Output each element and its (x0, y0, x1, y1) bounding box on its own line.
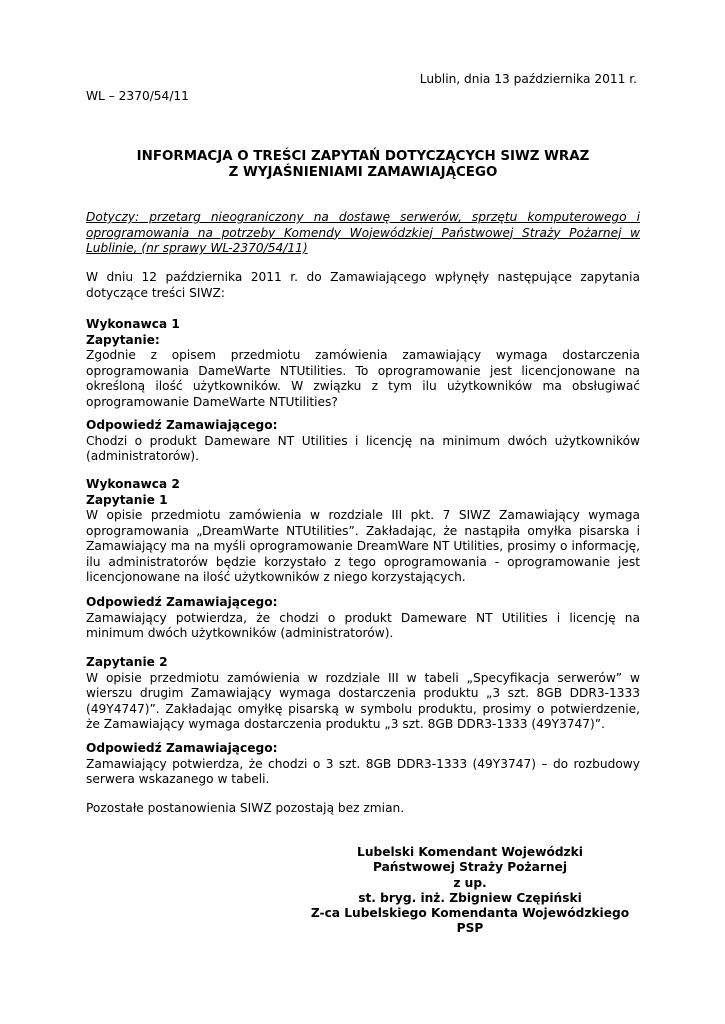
contractor-1-answer-label: Odpowiedź Zamawiającego: (86, 418, 278, 432)
signature-line-1: Lubelski Komendant Wojewódzki (357, 845, 583, 859)
contractor-2-heading: Wykonawca 2 (86, 477, 180, 491)
signature-line-2: Państwowej Straży Pożarnej (372, 860, 568, 875)
contractor-1-answer-section (86, 418, 640, 465)
contractor-1-question-label: Zapytanie: (86, 332, 160, 347)
contractor-1-answer: Chodzi o produkt Dameware NT Utilities i licencję na minimum dwóch użytkowników (administratorów). (86, 433, 640, 463)
intro-paragraph: W dniu 12 października 2011 r. do Zamawiającego wpłynęły następujące zapytania dotyczące treści SIWZ: (86, 270, 640, 300)
signature-line-3: z up. (453, 875, 487, 890)
contractor-2-answer-1-label: Odpowiedź Zamawiającego: (86, 595, 278, 609)
title-line-2: Z WYJAŚNIENIAMI ZAMAWIAJĄCEGO (228, 165, 498, 180)
title-line-1: INFORMACJA O TREŚCI ZAPYTAŃ DOTYCZĄCYCH SIWZ WRAZ (136, 149, 590, 164)
signature-line-5: Z-ca Lubelskiego Komendanta Wojewódzkiego (310, 906, 630, 921)
contractor-2-question-1: W opisie przedmiotu zamówienia w rozdziale III pkt. 7 SIWZ Zamawiający wymaga oprogramowania „DreamWarte NTUtilities”. Zakładając, że nastąpiła omyłka pisarska i Zamawiający ma na myśli oprogramowanie DreamWare NT Utilities, prosimy o informację, ilu administratorów będzie korzystało z tego oprogramowania - oprogramowanie jest licencjonowane na ilość użytkowników z niego korzystających. (86, 508, 640, 584)
contractor-2-question-2-section (86, 655, 640, 733)
contractor-1-heading: Wykonawca 1 (86, 317, 180, 331)
document-title (86, 149, 640, 181)
signature-block (300, 845, 640, 937)
contractor-2-answer-2-label: Odpowiedź Zamawiającego: (86, 741, 278, 755)
closing-statement: Pozostałe postanowienia SIWZ pozostają bez zmian. (86, 801, 405, 815)
document-date: Lublin, dnia 13 października 2011 r. (419, 72, 637, 86)
contractor-2-answer-1: Zamawiający potwierdza, że chodzi o produkt Dameware NT Utilities i licencję na minimum dwóch użytkowników (administratorów). (86, 610, 640, 640)
contractor-2-question-1-label: Zapytanie 1 (86, 492, 168, 507)
contractor-2-answer-2-section (86, 741, 640, 788)
contractor-2-section (86, 477, 640, 586)
contractor-1-section (86, 317, 640, 410)
contractor-2-question-2: W opisie przedmiotu zamówienia w rozdziale III w tabeli „Specyfikacja serwerów” w wierszu drugim Zamawiający wymaga dostarczenia produktu „3 szt. 8GB DDR3-1333 (49Y4747)”. Zakładając omyłkę pisarską w symbolu produktu, prosimy o potwierdzenie, że Zamawiający wymaga dostarczenia produktu „3 szt. 8GB DDR3-1333 (49Y3747)”. (86, 670, 640, 731)
contractor-1-question: Zgodnie z opisem przedmiotu zamówienia zamawiający wymaga dostarczenia oprogramowania DameWarte NTUtilities. To oprogramowanie jest licencjonowane na określoną ilość użytkowników. W związku z tym ilu użytkowników ma obsługiwać oprogramowanie DameWarte NTUtilities? (86, 348, 640, 409)
contractor-2-answer-2: Zamawiający potwierdza, że chodzi o 3 szt. 8GB DDR3-1333 (49Y3747) – do rozbudowy serwera wskazanego w tabeli. (86, 756, 640, 786)
contractor-2-answer-1-section (86, 595, 640, 642)
signature-line-4: st. bryg. inż. Zbigniew Czępiński (358, 890, 582, 905)
signature-line-6: PSP (456, 921, 484, 936)
subject-paragraph: Dotyczy: przetarg nieograniczony na dostawę serwerów, sprzętu komputerowego i oprogramowania na potrzeby Komendy Wojewódzkiej Państwowej Straży Pożarnej w Lublinie, (nr sprawy WL-2370/54/11) (86, 210, 640, 255)
case-reference: WL – 2370/54/11 (86, 89, 189, 103)
contractor-2-question-2-label: Zapytanie 2 (86, 655, 168, 669)
